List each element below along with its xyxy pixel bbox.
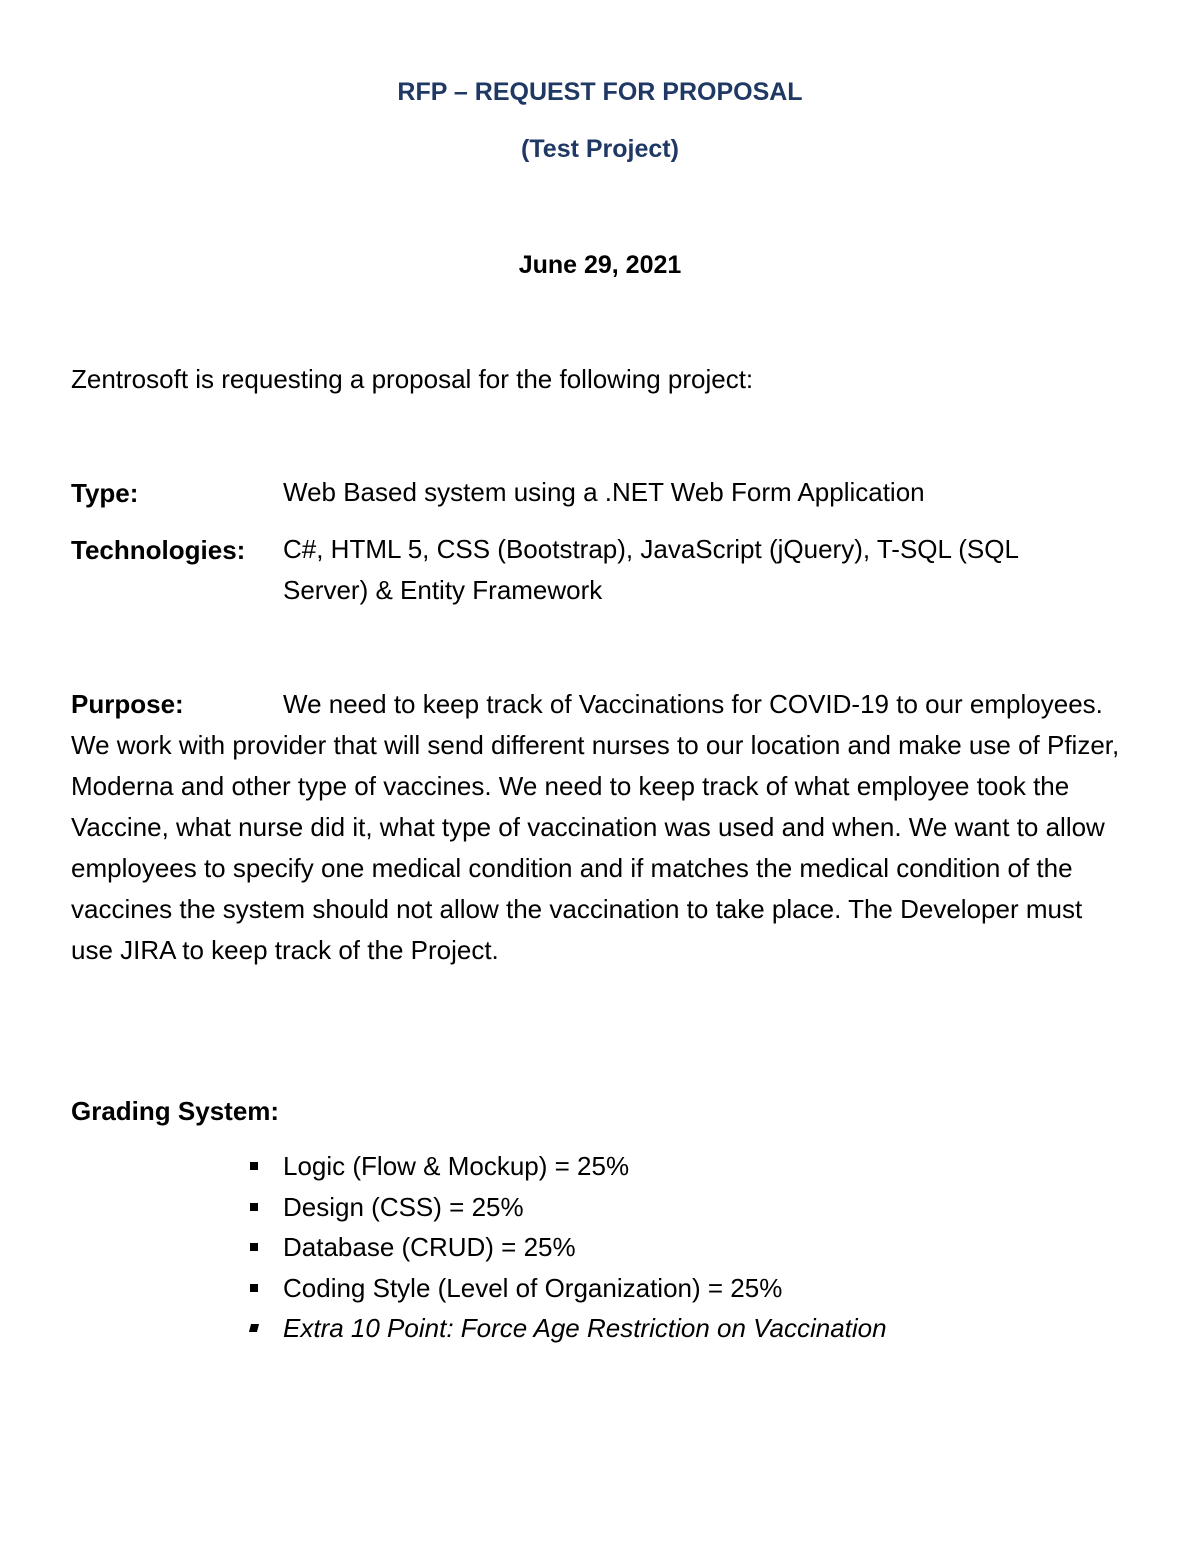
- list-item: Coding Style (Level of Organization) = 25%: [250, 1268, 887, 1309]
- purpose-label: Purpose:: [71, 689, 184, 719]
- list-item: Logic (Flow & Mockup) = 25%: [250, 1146, 887, 1187]
- bullet-icon: [250, 1162, 258, 1170]
- purpose-paragraph: [71, 684, 1131, 971]
- grading-heading: Grading System:: [71, 1096, 280, 1126]
- technologies-line-1: C#, HTML 5, CSS (Bootstrap), JavaScript (jQuery), T-SQL (SQL: [283, 534, 1019, 564]
- technologies-line-2: Server) & Entity Framework: [283, 575, 603, 605]
- bullet-icon: [250, 1203, 258, 1211]
- grading-list: [250, 1146, 887, 1349]
- document-date: June 29, 2021: [518, 251, 682, 279]
- bullet-icon: [249, 1324, 259, 1332]
- type-label: Type:: [71, 478, 139, 508]
- document-subtitle: (Test Project): [521, 135, 679, 163]
- list-item: Design (CSS) = 25%: [250, 1187, 887, 1228]
- intro-text: Zentrosoft is requesting a proposal for the following project:: [71, 364, 754, 394]
- bullet-icon: [250, 1284, 258, 1292]
- list-item-extra: Extra 10 Point: Force Age Restriction on Vaccination: [250, 1308, 887, 1349]
- document-title: RFP – REQUEST FOR PROPOSAL: [397, 78, 803, 106]
- technologies-label: Technologies:: [71, 535, 246, 565]
- list-item: Database (CRUD) = 25%: [250, 1227, 887, 1268]
- purpose-text: We need to keep track of Vaccinations for COVID-19 to our employees. We work with provider that will send different nurses to our location and make use of Pfizer, Moderna and other type of vaccines. We need to keep track of what employee took the Vaccine, what nurse did it, what type of vaccination was used and when. We want to allow employees to specify one medical condition and if matches the medical condition of the vaccines the system should not allow the vaccination to take place. The Developer must use JIRA to keep track of the Project.: [71, 689, 1120, 965]
- type-value: Web Based system using a .NET Web Form Application: [283, 477, 925, 507]
- bullet-icon: [250, 1243, 258, 1251]
